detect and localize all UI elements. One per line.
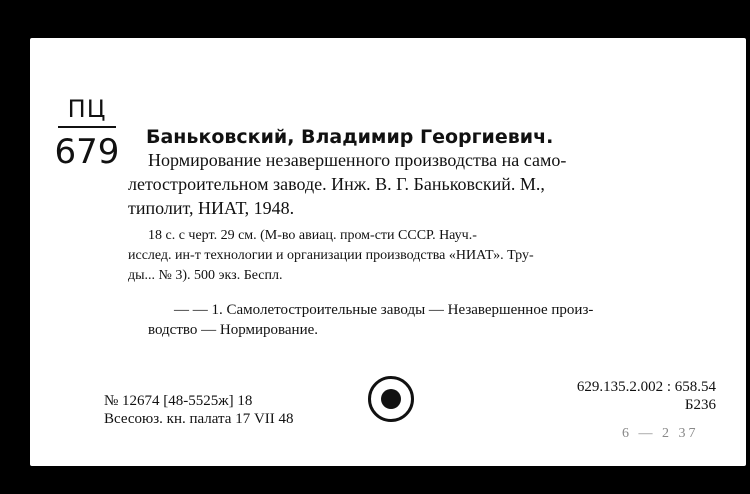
- udc-index: 629.135.2.002 : 658.54: [576, 379, 716, 395]
- classification: [546, 378, 716, 414]
- catalog-card: [30, 38, 746, 466]
- book-chamber-stamp: [368, 376, 414, 422]
- faint-mark: 6 — 2 37: [622, 426, 699, 441]
- book-chamber-line: Всесоюз. кн. палата 17 VII 48: [104, 411, 294, 427]
- title-line: Нормирование незавершенного производства на само-: [148, 150, 567, 170]
- call-number: [52, 96, 122, 170]
- call-number-top: ПЦ: [67, 95, 107, 123]
- scan-bottom-border: [0, 466, 750, 494]
- details-line: исслед. ин-т технологии и организации производства «НИАТ». Тру-: [128, 248, 534, 263]
- author-heading: Баньковский, Владимир Георгиевич.: [146, 126, 554, 148]
- call-number-divider: [58, 126, 116, 128]
- subject-line: — — 1. Самолетостроительные заводы — Незавершенное произ-: [174, 302, 594, 318]
- registration-info: [104, 392, 294, 428]
- details-line: ды... № 3). 500 экз. Беспл.: [128, 268, 283, 283]
- subject-line: водство — Нормирование.: [148, 322, 319, 338]
- title-line: летостроительном заводе. Инж. В. Г. Баньковский. М.,: [128, 174, 545, 194]
- stamp-center: [381, 389, 401, 409]
- call-number-bottom: 679: [54, 132, 120, 172]
- title-line: типолит, НИАТ, 1948.: [128, 198, 295, 218]
- registration-number: № 12674 [48-5525ж] 18: [104, 393, 253, 409]
- cutter-number: Б236: [684, 397, 716, 413]
- details-line: 18 с. с черт. 29 см. (М-во авиац. пром-сти СССР. Науч.-: [148, 228, 477, 243]
